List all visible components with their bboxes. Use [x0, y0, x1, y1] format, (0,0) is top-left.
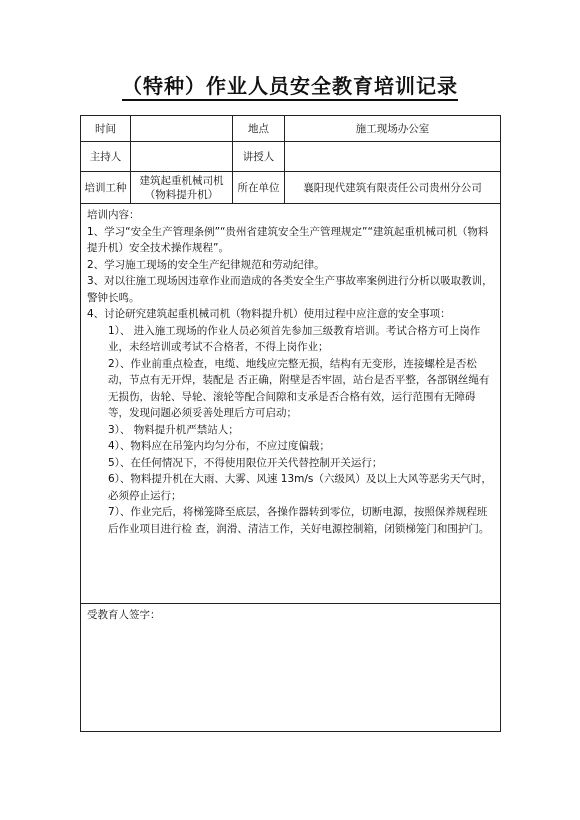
lecturer-label: 讲授人 [233, 142, 285, 172]
training-type-value: 建筑起重机械司机（物料提升机） [131, 172, 233, 204]
training-line: 7）、作业完后，将梯笼降至底层，各操作器转到零位，切断电源，按照保养规程班后作业项目进行检 查，润滑、清洁工作，关好电源控制箱，闭锁梯笼门和围护门。 [108, 506, 490, 535]
training-line: 1）、 进入施工现场的作业人员必须首先参加三级教育培训。考试合格方可上岗作业，未经培训或考试不合格者，不得上岗作业； [108, 324, 481, 353]
training-line: 5）、在任何情况下，不得使用限位开关代替控制开关运行； [108, 456, 383, 469]
training-content-cell [81, 204, 501, 604]
time-value [131, 116, 233, 142]
training-line: 2）、作业前重点检查，电缆、地线应完整无损，结构有无变形，连接螺栓是否松动，节点有无开焊，装配是 否正确，附壁是否牢固，站台是否平整，各部钢丝绳有无损伤，齿轮、导轮、滚轮等配合间隙和支承是否合格有效，运行范围有无障碍等，发现问题必须妥善处理后方可启动； [108, 357, 490, 419]
type-unit-row [81, 172, 501, 204]
training-line: 4、讨论研究建筑起重机械司机（物料提升机）使用过程中应注意的安全事项： [87, 308, 451, 320]
host-label: 主持人 [81, 142, 131, 172]
page-title [0, 70, 580, 99]
training-line: 6）、物料提升机在大雨、大雾、风速 13m/s（六级风）及以上大风等恶劣天气时，必须停止运行； [108, 473, 492, 502]
training-line: 3、对以往施工现场因违章作业而造成的各类安全生产事故率案例进行分析以吸取教训，警钟长鸣。 [87, 275, 493, 304]
training-line: 2、学习施工现场的安全生产纪律规范和劳动纪律。 [87, 258, 325, 271]
location-value: 施工现场办公室 [285, 116, 501, 142]
training-line: 4）、物料应在吊笼内均匀分布，不应过度偏载； [108, 440, 330, 452]
signature-cell [81, 604, 501, 732]
host-lecturer-row [81, 142, 501, 172]
time-label: 时间 [81, 116, 131, 142]
unit-value: 襄阳现代建筑有限责任公司贵州分公司 [285, 172, 501, 204]
training-content-label: 培训内容： [87, 209, 140, 221]
training-content-row [81, 204, 501, 604]
time-location-row [81, 116, 501, 142]
training-record-table [80, 115, 501, 732]
location-label: 地点 [233, 116, 285, 142]
host-value [131, 142, 233, 172]
unit-label: 所在单位 [233, 172, 285, 204]
signature-label: 受教育人签字： [87, 609, 161, 621]
training-line: 3）、 物料提升机严禁站人； [108, 423, 239, 436]
training-type-label: 培训工种 [81, 172, 131, 204]
signature-row [81, 604, 501, 732]
training-line: 1、学习“安全生产管理条例”“贵州省建筑安全生产管理规定”“建筑起重机械司机（物料提升机）安全技术操作规程”。 [87, 225, 489, 254]
page-title-text: （特种）作业人员安全教育培训记录 [122, 74, 458, 101]
lecturer-value [285, 142, 501, 172]
